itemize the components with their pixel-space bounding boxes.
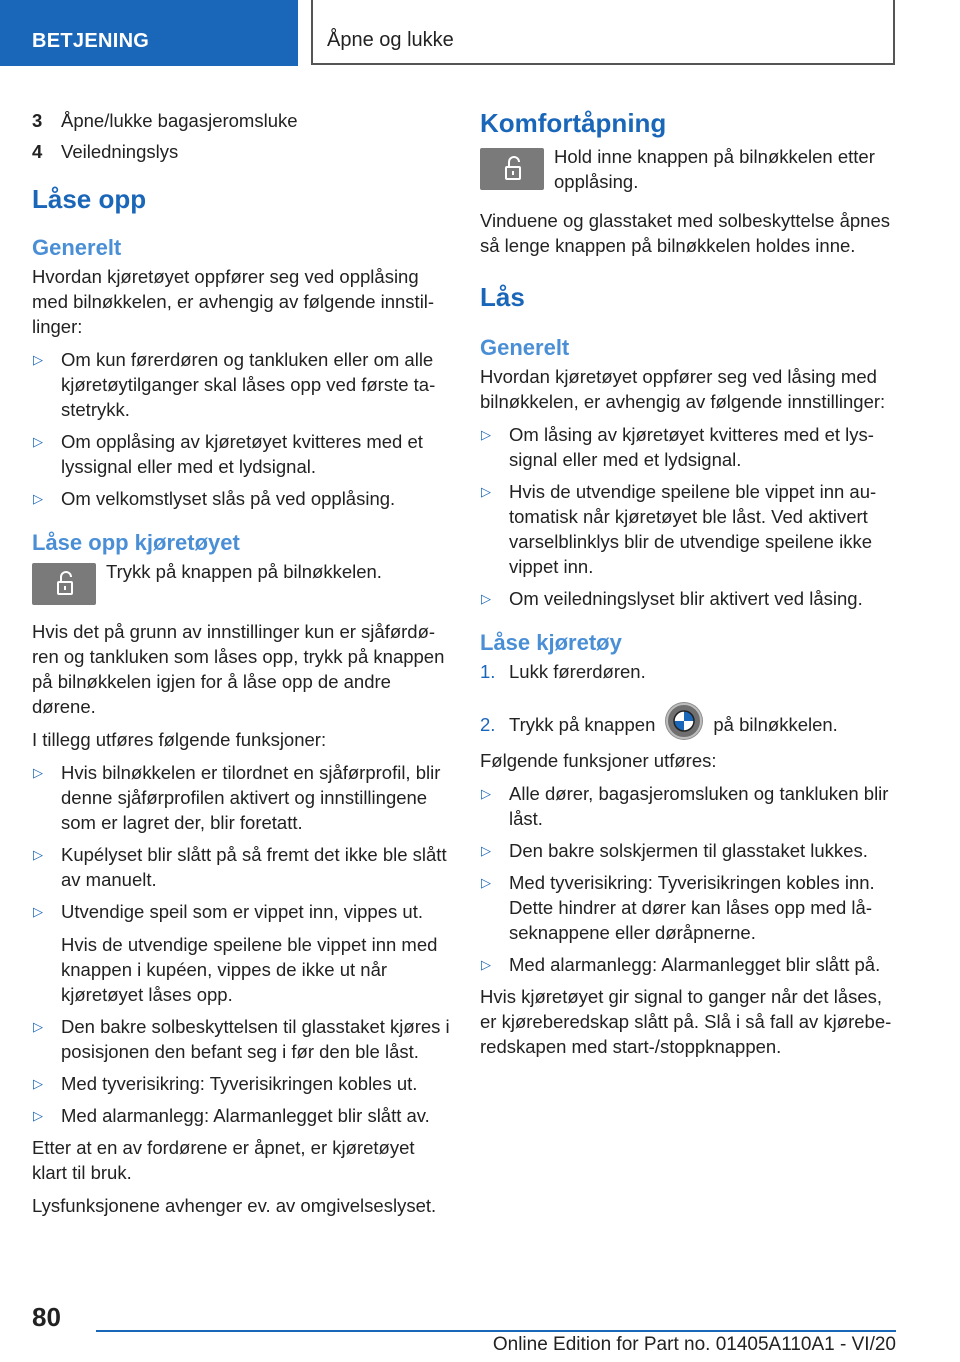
triangle-bullet-icon: ▷	[33, 434, 43, 449]
list-item: ▷ Om kun førerdøren og tankluken eller om alle kjøretøytilganger skal låses opp ved første tastetrykk.	[33, 349, 436, 420]
numbered-item	[32, 139, 452, 164]
paragraph-signal: Hvis kjøretøyet gir signal to ganger når det låses, er kjøreberedskap slått på. Slå i så fall av kjøreberedskapen med start-/stoppknappen.	[480, 986, 892, 1058]
paragraph-general: Hvordan kjøretøyet oppfører seg ved opplåsing med bilnøkkelen, er avhengig av følgende innstillinger:	[32, 266, 435, 337]
heading-general: Generelt	[480, 335, 570, 360]
paragraph-general: Hvordan kjøretøyet oppfører seg ved låsing med bilnøkkelen, er avhengig av følgende innstillinger:	[480, 366, 886, 412]
paragraph-light-functions: Lysfunksjonene avhenger ev. av omgivelseslyset.	[32, 1195, 437, 1216]
bmw-key-button-icon	[665, 702, 703, 740]
list-item: ▷ Kupélyset blir slått på så fremt det ikke ble slått av manuelt.	[33, 844, 447, 890]
item-text: Veiledningslys	[61, 141, 179, 162]
header-chapter-box	[311, 0, 895, 65]
list-item: ▷ Alle dører, bagasjeromsluken og tankluken blir låst.	[481, 783, 889, 830]
bullet-list-functions	[480, 781, 900, 977]
list-item: ▷ Den bakre solskjermen til glasstaket lukkes.	[481, 840, 868, 862]
page-number: 80	[32, 1302, 61, 1332]
header-chapter-label: Åpne og lukke	[327, 29, 454, 51]
heading-unlock: Låse opp	[32, 184, 147, 214]
unlock-key-text: Trykk på knappen på bilnøkkelen.	[106, 561, 382, 582]
list-item: ▷ Om veiledningslyset blir aktivert ved låsing.	[481, 588, 863, 609]
triangle-bullet-icon: ▷	[33, 1076, 43, 1091]
paragraph-functions-intro: I tillegg utføres følgende funksjoner:	[32, 729, 327, 750]
list-item: ▷ Hvis bilnøkkelen er tilordnet en sjåførprofil, blir denne sjåførprofilen aktivert og innstillingene som er lagret der, blir foretatt.	[33, 762, 441, 833]
list-item: ▷ Med tyverisikring: Tyverisikringen kobles inn. Dette hindrer at dører kan låses opp med låseknappene eller døråpnerne.	[481, 872, 875, 944]
paragraph-functions-intro: Følgende funksjoner utføres:	[480, 750, 717, 772]
item-text: Åpne/lukke bagasjeromsluke	[61, 110, 298, 131]
triangle-bullet-icon: ▷	[481, 875, 491, 891]
triangle-bullet-icon: ▷	[33, 1019, 43, 1034]
triangle-bullet-icon: ▷	[481, 843, 491, 859]
triangle-bullet-icon: ▷	[481, 786, 491, 802]
heading-comfort-opening: Komfortåpning	[480, 108, 667, 138]
header-section-tab	[0, 0, 298, 66]
list-item: 2. Trykk på knappen på bilnøkkelen.	[480, 712, 900, 740]
unlock-key-row	[32, 559, 452, 605]
list-item: ▷ Med tyverisikring: Tyverisikringen kobles ut.	[33, 1073, 418, 1094]
bullet-list-general	[32, 347, 452, 511]
paragraph-unlock: Hvis det på grunn av innstillinger kun er sjåførdøren og tankluken som låses opp, trykk på knappen på bilnøkkelen igjen for å låse opp de andre dørene.	[32, 621, 445, 717]
list-item: ▷ Den bakre solbeskyttelsen til glasstaket kjøres i posisjonen den befant seg i før den ble låst.	[33, 1016, 450, 1062]
item-number: 4	[32, 141, 43, 162]
triangle-bullet-icon: ▷	[33, 491, 43, 506]
triangle-bullet-icon: ▷	[481, 484, 491, 499]
triangle-bullet-icon: ▷	[481, 957, 491, 973]
triangle-bullet-icon: ▷	[33, 847, 43, 862]
comfort-key-row	[480, 144, 900, 194]
unlock-key-icon	[480, 148, 544, 190]
bullet-list-functions	[32, 760, 452, 1128]
list-item: ▷ Utvendige speil som er vippet inn, vippes ut. Hvis de utvendige speilene ble vippet inn med knappen i kupéen, vippes de ikke ut når kjøretøyet låses opp.	[32, 899, 452, 1007]
list-item: ▷ Om opplåsing av kjøretøyet kvitteres med et lyssignal eller med et lydsignal.	[33, 431, 423, 477]
list-item: ▷ Om velkomstlyset slås på ved opplåsing.	[33, 488, 396, 509]
header-section-label: BETJENING	[32, 30, 150, 52]
bullet-list-general	[480, 422, 900, 611]
list-item: 1. Lukk førerdøren.	[480, 661, 646, 682]
triangle-bullet-icon: ▷	[481, 427, 491, 442]
unlock-key-icon	[32, 563, 96, 605]
triangle-bullet-icon: ▷	[33, 904, 43, 919]
triangle-bullet-icon: ▷	[33, 1108, 43, 1123]
triangle-bullet-icon: ▷	[33, 765, 43, 780]
heading-lock: Lås	[480, 282, 525, 312]
list-item: ▷ Hvis de utvendige speilene ble vippet inn automatisk når kjøretøyet ble låst. Ved aktivert varselblinklys blir de utvendige speilene ikke vippet inn.	[481, 481, 877, 577]
numbered-item	[32, 108, 452, 133]
footer-divider	[96, 1330, 896, 1332]
footer-edition: Online Edition for Part no. 01405A110A1 - VI/20	[492, 1334, 896, 1355]
item-number: 3	[32, 110, 43, 131]
left-column	[32, 108, 452, 1226]
paragraph-comfort: Vinduene og glasstaket med solbeskyttelse åpnes så lenge knappen på bilnøkkelen holdes inne.	[480, 210, 891, 256]
heading-lock-vehicle: Låse kjøretøy	[480, 630, 622, 655]
list-item: ▷ Om låsing av kjøretøyet kvitteres med et lyssignal eller med et lydsignal.	[481, 424, 874, 470]
mirror-note: Hvis de utvendige speilene ble vippet inn med knappen i kupéen, vippes de ikke ut når kjøretøyet låses opp.	[61, 934, 438, 1005]
heading-general: Generelt	[32, 235, 122, 260]
list-item: ▷ Med alarmanlegg: Alarmanlegget blir slått av.	[33, 1105, 430, 1126]
heading-unlock-vehicle: Låse opp kjøretøyet	[32, 530, 240, 555]
list-item: ▷ Med alarmanlegg: Alarmanlegget blir slått på.	[481, 954, 881, 976]
paragraph-after-open: Etter at en av fordørene er åpnet, er kjøretøyet klart til bruk.	[32, 1137, 415, 1183]
steps-list	[480, 659, 900, 740]
triangle-bullet-icon: ▷	[481, 591, 491, 606]
comfort-key-text: Hold inne knappen på bilnøkkelen etter opplåsing.	[554, 146, 875, 192]
right-column	[480, 108, 900, 1067]
triangle-bullet-icon: ▷	[33, 352, 43, 367]
